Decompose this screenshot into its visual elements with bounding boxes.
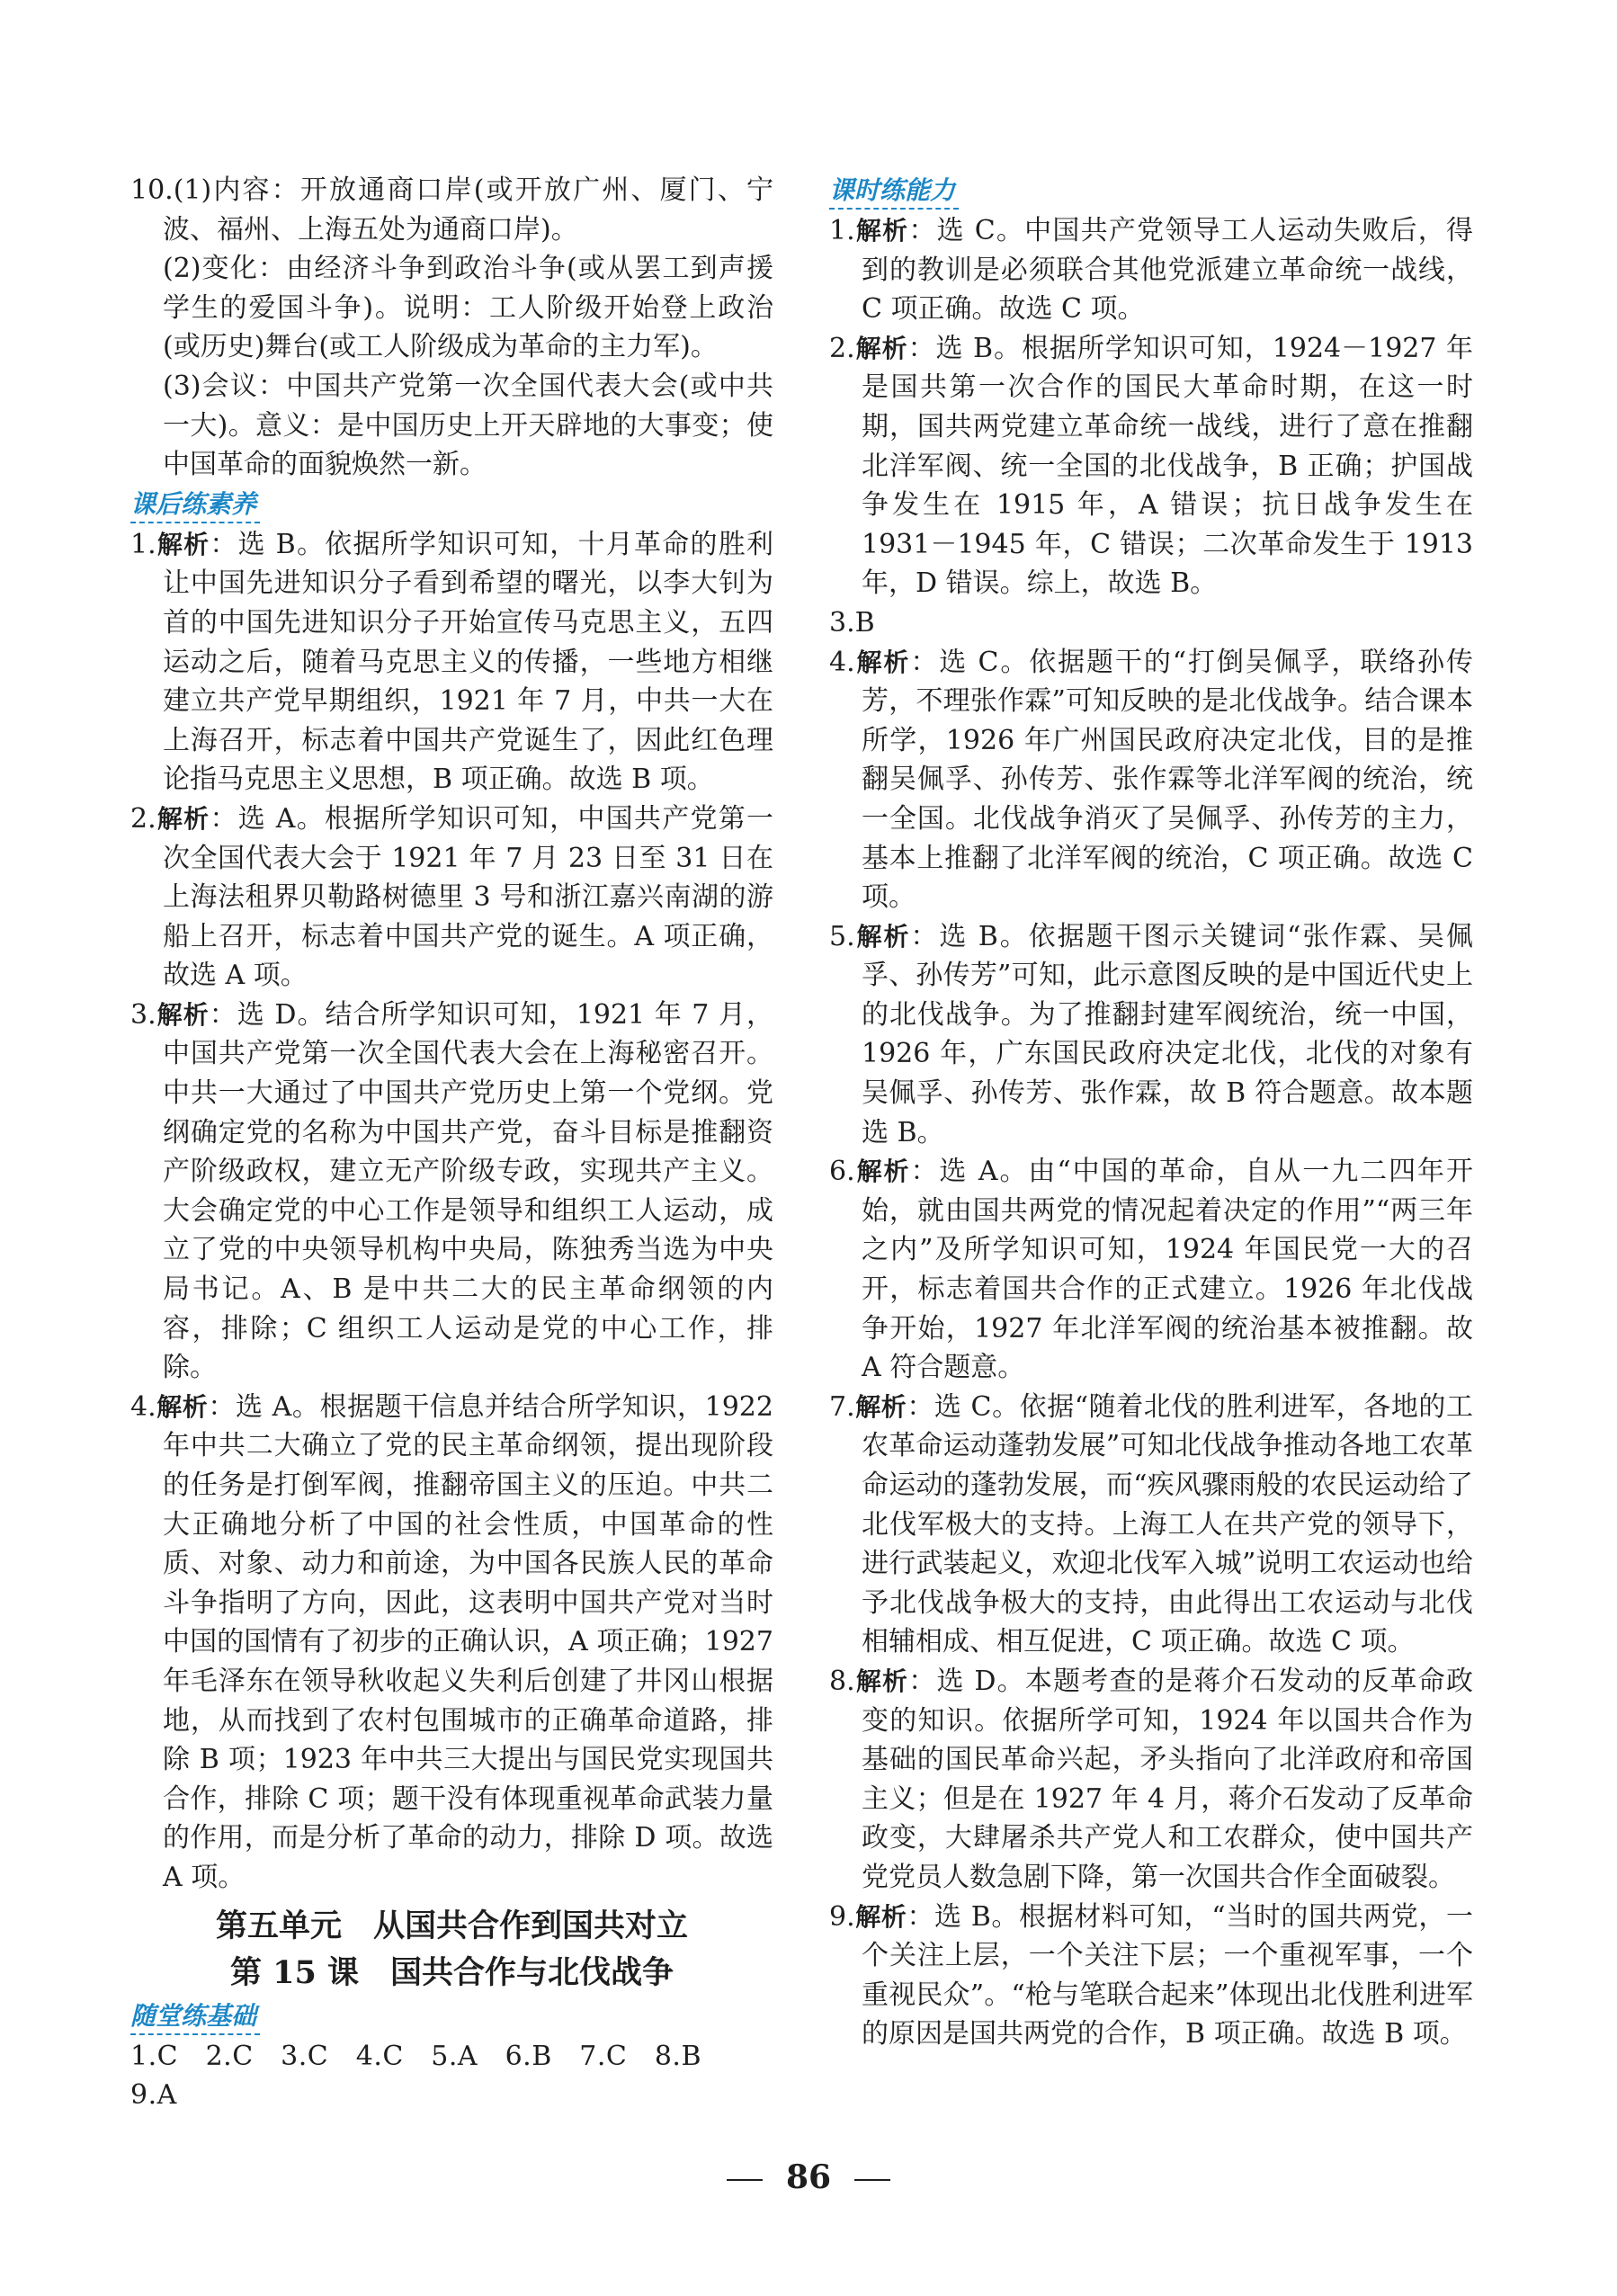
answer-number: 2. (130, 802, 156, 835)
answer-10-part2: (2)变化：由经济斗争到政治斗争(或从罢工到声援学生的爱国斗争)。说明：工人阶级开始登上政治(或历史)舞台(或工人阶级成为革命的主力军)。 (163, 253, 773, 363)
analysis-label: 解析 (854, 216, 909, 246)
answer-text: ：选 B。依据题干图示关键词“张作霖、吴佩孚、孙传芳”可知，此示意图反映的是中国近代史上的北伐战争。为了推翻封建军阀统治，统一中国，1926 年，广东国民政府决定北伐，北伐的对象有吴佩孚、孙传芳、张作霖，故 B 符合题意。故本题选 B。 (862, 920, 1473, 1148)
answer-text: ：选 C。依据“随着北伐的胜利进军，各地的工农革命运动蓬勃发展”可知北伐战争推动各地工农革命运动的蓬勃发展，而“疾风骤雨般的农民运动给了北伐军极大的支持。上海工人在共产党的领导下，进行武装起义，欢迎北伐军入城”说明工农运动也给予北伐战争极大的支持，由此得出工农运动与北伐相辅相成、相互促进，C 项正确。故选 C 项。 (862, 1390, 1473, 1658)
answer-text: ：选 B。依据所学知识可知，十月革命的胜利让中国先进知识分子看到希望的曙光，以李大钊为首的中国先进知识分子开始宣传马克思主义，五四运动之后，随着马克思主义的传播，一些地方相继建立共产党早期组织，1921 年 7 月，中共一大在上海召开，标志着中国共产党诞生了，因此红色理论指马克思主义思想，B 项正确。故选 B 项。 (163, 528, 773, 796)
unit-title: 第五单元 从国共合作到国共对立 (215, 1907, 688, 1944)
section-heading-ability: 课时练能力 (829, 174, 959, 210)
answer-number: 8. (829, 1665, 855, 1697)
section-heading-in-class: 随堂练基础 (130, 1999, 260, 2035)
after-class-answer-1 (130, 525, 773, 800)
analysis-label: 解析 (156, 803, 210, 834)
analysis-label: 解析 (156, 529, 210, 559)
analysis-label: 解析 (854, 1391, 907, 1422)
answer-number: 9. (829, 1900, 855, 1933)
analysis-label: 解析 (854, 647, 911, 677)
answer-text: ：选 C。依据题干的“打倒吴佩孚，联络孙传芳，不理张作霖”可知反映的是北伐战争。结合课本所学，1926 年广州国民政府决定北伐，目的是推翻吴佩孚、孙传芳、张作霖等北洋军阀的统治，统一全国。北伐战争消灭了吴佩孚、孙传芳的主力，基本上推翻了北洋军阀的统治，C 项正确。故选 C 项。 (862, 646, 1473, 914)
answer-text: ：选 C。中国共产党领导工人运动失败后，得到的教训是必须联合其他党派建立革命统一战线，C 项正确。故选 C 项。 (862, 215, 1473, 326)
ability-answer-7 (829, 1388, 1473, 1662)
answer-text: ：选 D。本题考查的是蒋介石发动的反革命政变的知识。依据所学可知，1924 年以国共合作为基础的国民革命兴起，矛头指向了北洋政府和帝国主义；但是在 1927 年 4 月，蒋介石发动了反革命政变，大肆屠杀共产党人和工农群众，使中国共产党党员人数急剧下降，第一次国共合作全面破裂。 (862, 1665, 1473, 1893)
answer-number: 1. (130, 528, 156, 560)
answer-number: 4. (829, 646, 855, 678)
ability-answer-1 (829, 211, 1473, 329)
analysis-label: 解析 (156, 1391, 209, 1422)
right-column (829, 171, 1473, 2054)
answer-number: 5. (829, 920, 855, 952)
answer-10-part1: 10.(1)内容：开放通商口岸(或开放广州、厦门、宁波、福州、上海五处为通商口岸)。 (130, 174, 773, 246)
footer-dash-left (727, 2179, 763, 2181)
answer-10-part3: (3)会议：中国共产党第一次全国代表大会(或中共一大)。意义：是中国历史上开天辟地的大事变；使中国革命的面貌焕然一新。 (163, 370, 773, 481)
answer-number: 6. (829, 1156, 855, 1188)
after-class-answer-3 (130, 996, 773, 1388)
answer-text: ：选 B。根据材料可知，“当时的国共两党，一个关注上层，一个关注下层；一个重视军事，一个重视民众”。“枪与笔联合起来”体现出北伐胜利进军的原因是国共两党的合作，B 项正确。故选 B 项。 (862, 1900, 1473, 2050)
analysis-label: 解析 (156, 999, 210, 1030)
answer-number: 3. (829, 606, 855, 639)
lesson-title: 第 15 课 国共合作与北伐战争 (229, 1953, 674, 1991)
answer-text: ：选 B。根据所学知识可知，1924－1927 年是国共第一次合作的国民大革命时期，在这一时期，国共两党建立革命统一战线，进行了意在推翻北洋军阀、统一全国的北伐战争，B 正确；护国战争发生在 1915 年，A 错误；抗日战争发生在 1931－1945 年，C 错误；二次革命发生于 1913 年，D 错误。综上，故选 B。 (862, 332, 1473, 600)
answer-text: ：选 A。由“中国的革命，自从一九二四年开始，就由国共两党的情况起着决定的作用”“两三年之内”及所学知识可知，1924 年国民党一大的召开，标志着国共合作的正式建立。1926 年北伐战争开始，1927 年北洋军阀的统治基本被推翻。故 A 符合题意。 (862, 1156, 1473, 1384)
answer-number: 1. (829, 215, 855, 246)
ability-answer-8 (829, 1662, 1473, 1898)
analysis-label: 解析 (854, 1901, 907, 1932)
answer-text: B (854, 606, 875, 639)
answer-text: ：选 A。根据所学知识可知，中国共产党第一次全国代表大会于 1921 年 7 月 23 日至 31 日在上海法租界贝勒路树德里 3 号和浙江嘉兴南湖的游船上召开，标志着中国共产党的诞生。A 项正确，故选 A 项。 (163, 802, 773, 992)
ability-answer-2 (829, 329, 1473, 603)
answer-text: ：选 A。根据题干信息并结合所学知识，1922 年中共二大确立了党的民主革命纲领，提出现阶段的任务是打倒军阀，推翻帝国主义的压迫。中共二大正确地分析了中国的社会性质，中国革命的性质、对象、动力和前途，为中国各民族人民的革命斗争指明了方向，因此，这表明中国共产党对当时中国的国情有了初步的正确认识，A 项正确；1927 年毛泽东在领导秋收起义失利后创建了井冈山根据地，从而找到了农村包围城市的正确革命道路，排除 B 项；1923 年中共三大提出与国民党实现国共合作，排除 C 项；题干没有体现重视革命武装力量的作用，而是分析了革命的动力，排除 D 项。故选 A 项。 (163, 1390, 773, 1893)
page-number-footer (0, 2158, 1617, 2196)
footer-dash-right (854, 2179, 890, 2181)
answer-number: 7. (829, 1390, 855, 1423)
ability-answer-4 (829, 643, 1473, 917)
ability-answer-9 (829, 1898, 1473, 2054)
section-heading-after-class: 课后练素养 (130, 487, 260, 523)
analysis-label: 解析 (854, 1157, 911, 1187)
answer-number: 4. (130, 1390, 156, 1423)
analysis-label: 解析 (854, 1666, 909, 1696)
analysis-label: 解析 (854, 333, 908, 363)
answer-text: ：选 D。结合所学知识可知，1921 年 7 月，中国共产党第一次全国代表大会在上海秘密召开。中共一大通过了中国共产党历史上第一个党纲。党纲确定党的名称为中国共产党，奋斗目标是推翻资产阶级政权，建立无产阶级专政，实现共产主义。大会确定党的中心工作是领导和组织工人运动，成立了党的中央领导机构中央局，陈独秀当选为中央局书记。A、B 是中共二大的民主革命纲领的内容，排除；C 组织工人运动是党的中心工作，排除。 (163, 998, 773, 1384)
answer-number: 2. (829, 332, 855, 364)
analysis-label: 解析 (854, 921, 911, 951)
after-class-answer-2 (130, 800, 773, 996)
in-class-answers-line-2: 9.A (130, 2079, 177, 2112)
left-column (130, 171, 773, 2115)
ability-answer-5 (829, 917, 1473, 1153)
page-number: 86 (785, 2158, 832, 2196)
answer-number: 3. (130, 998, 156, 1031)
in-class-answers-line-1: 1.C 2.C 3.C 4.C 5.A 6.B 7.C 8.B (130, 2040, 702, 2072)
ability-answer-3 (829, 603, 1473, 643)
after-class-answer-4 (130, 1388, 773, 1898)
ability-answer-6 (829, 1152, 1473, 1388)
